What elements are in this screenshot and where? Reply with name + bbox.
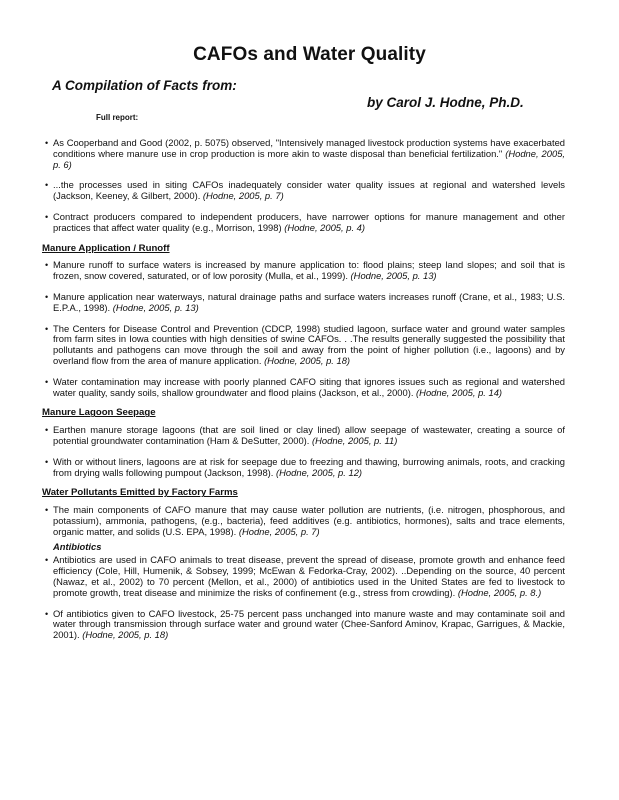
runoff-bullet: • Manure runoff to surface waters is increased by manure application to: flood plains; steep land slopes; and soil that is frozen, snow covered, saturated, or of low porosity (Mulla, et al., 1999). (Hodne, 2005, p. 13)	[45, 260, 565, 282]
runoff-bullet: • Water contamination may increase with poorly planned CAFO siting that ignores issues such as regional and watershed water quality, sandy soils, shallow groundwater and flood plains (Jackson, et al., 2000). (Hodne, 2005, p. 14)	[45, 377, 565, 399]
intro-bullet: • Contract producers compared to independent producers, have narrower options for manure management and other practices that affect water quality (e.g., Morrison, 1998) (Hodne, 2005, p. 4)	[45, 212, 565, 234]
full-report-label: Full report:	[96, 113, 139, 122]
subtitle: A Compilation of Facts from:	[52, 78, 237, 93]
runoff-bullet: • Manure application near waterways, natural drainage paths and surface waters increases runoff (Crane, et al., 1983; U.S. E.P.A., 1998). (Hodne, 2005, p. 13)	[45, 292, 565, 314]
section-heading-lagoon-seepage: Manure Lagoon Seepage	[42, 407, 156, 419]
page-title: CAFOs and Water Quality	[193, 44, 426, 65]
section-heading-water-pollutants: Water Pollutants Emitted by Factory Farms	[42, 487, 238, 499]
document-body	[42, 137, 566, 651]
author-name: by Carol J. Hodne, Ph.D.	[367, 95, 524, 110]
section-heading-manure-application: Manure Application / Runoff	[42, 242, 170, 254]
antibiotics-bullet: • Of antibiotics given to CAFO livestock, 25-75 percent pass unchanged into manure waste and may contaminate soil and water through transmission through surface water and ground water (Chee-Sanford Aminov, Krapac, Garrigues, & Mackie, 2001). (Hodne, 2005, p. 18)	[45, 609, 565, 641]
seepage-bullet: • Earthen manure storage lagoons (that are soil lined or clay lined) allow seepage of wastewater, creating a source of potential groundwater contamination (Ham & DeSutter, 2000). (Hodne, 2005, p. 11)	[45, 425, 565, 447]
antibiotics-bullet: • Antibiotics are used in CAFO animals to treat disease, prevent the spread of disease, promote growth and enhance feed efficiency (Cole, Hill, Humenik, & Sobsey, 1999; McEwan & Fedorka-Cray, 2002). ..Depending on the source, 40 percent (Nawaz, et al., 2002) to 70 percent (Mellon, et al., 2000) of antibiotics used in the United States are fed to livestock to promote growth, treat disease and minimize the risks of confinement (e.g., stress from crowding). (Hodne, 2005, p. 8.)	[45, 555, 565, 598]
intro-bullet: • ...the processes used in siting CAFOs inadequately consider water quality issues at regional and watershed levels (Jackson, Keeney, & Gilbert, 2000). (Hodne, 2005, p. 7)	[45, 180, 565, 202]
seepage-bullet: • With or without liners, lagoons are at risk for seepage due to freezing and thawing, burrowing animals, roots, and cracking from drying walls following pumpout (Jackson, 1998). (Hodne, 2005, p. 12)	[45, 457, 565, 479]
intro-bullet: • As Cooperband and Good (2002, p. 5075) observed, "Intensively managed livestock production systems have exacerbated conditions where manure use in crop production is more akin to waste disposal than beneficial fertilization." (Hodne, 2005, p. 6)	[45, 138, 565, 170]
subsection-heading-antibiotics: Antibiotics	[53, 540, 102, 552]
pollutants-bullet: • The main components of CAFO manure that may cause water pollution are nutrients, (i.e. nitrogen, phosphorous, and potassium), ammonia, pathogens, (e.g., bacteria), feed additives (e.g. antibiotics, hormones), salts and trace elements, organic matter, and solids (U.S. EPA, 1998). (Hodne, 2005, p. 7)	[45, 505, 565, 537]
runoff-bullet: • The Centers for Disease Control and Prevention (CDCP, 1998) studied lagoon, surface water and ground water samples from farm sites in Iowa counties with high densities of swine CAFOs. . .The results generally suggested the possibility that pollutants and pathogens can move through the soil and away from the point of higher pollution (i.e., lagoons) and by overland flow from the area of manure application. (Hodne, 2005, p. 18)	[45, 324, 565, 367]
